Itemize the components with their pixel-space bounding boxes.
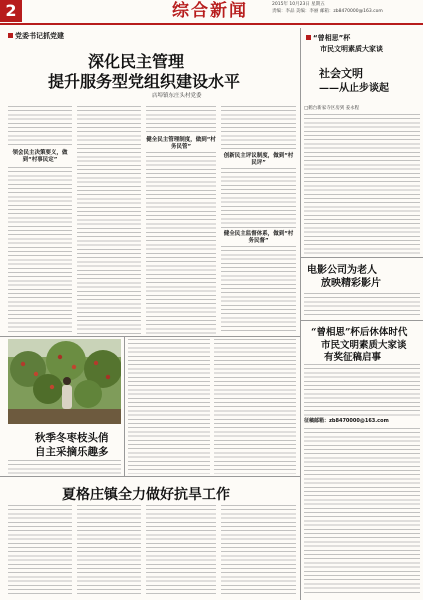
- photo-headline-line2: 自主采摘乐趣多: [35, 446, 109, 458]
- orchard-image: [8, 339, 121, 424]
- article-title-line2: 提升服务型党组织建设水平: [48, 72, 241, 91]
- drought-article-title: 夏格庄镇全力做好抗旱工作: [62, 487, 230, 503]
- article-subhead: 健全民主监督体系，做到“村务民督”: [223, 231, 294, 244]
- article-subhead: 领会民主决策要义，做到“村事民定”: [12, 150, 68, 163]
- article-subhead: 创新民主评议制度，做到“村民评”: [223, 153, 294, 166]
- section-divider: [301, 320, 423, 321]
- contest-notice-body: [304, 428, 420, 596]
- section-divider: [0, 336, 300, 337]
- article-body-block: [77, 106, 141, 334]
- social-article-title: 社会文明: [319, 67, 363, 80]
- page-number: 2: [0, 0, 22, 22]
- article-body-block: [221, 106, 296, 151]
- article-kicker-text: 党委书记抓党建: [15, 32, 64, 40]
- article-body-block: [8, 106, 72, 148]
- elder-article-body: [304, 293, 420, 318]
- issue-date: 2015年 10月23日 星期五: [272, 2, 325, 7]
- kicker-square-icon: [306, 35, 311, 40]
- drought-article-body: [146, 505, 216, 597]
- section-divider: [301, 257, 423, 258]
- contest-title-line1: “曾相思”杯后休体时代: [311, 327, 408, 338]
- section-divider: [0, 476, 300, 477]
- editor-line: 责编：李品 美编：李丽 邮箱：zb8470000@163.com: [272, 8, 383, 14]
- right-subtitle: 市民文明素质大家谈: [320, 45, 383, 53]
- article-body-block: [221, 168, 296, 228]
- article-subhead: 健全民主管理制度，做到“村务民管”: [146, 137, 216, 150]
- article-byline: 店埠镇东庄头村党委: [152, 93, 202, 99]
- article-title-line1: 深化民主管理: [88, 52, 185, 71]
- article-body-block: [8, 167, 72, 334]
- kicker-square-icon: [8, 33, 13, 38]
- drought-article-body: [8, 505, 72, 597]
- jujube-photo: [8, 339, 121, 424]
- contest-title-line3: 有奖征稿启事: [324, 352, 382, 363]
- masthead: [0, 0, 423, 22]
- contest-email: 征稿邮箱：zb8470000@163.com: [304, 418, 389, 424]
- elder-title-line2: 放映精彩影片: [321, 278, 381, 289]
- header-divider: [0, 23, 423, 25]
- social-article-subtitle: ——从止步谈起: [319, 83, 389, 94]
- column-divider: [300, 28, 301, 600]
- drought-article-body: [77, 505, 141, 597]
- photo-headline-line1: 秋季冬枣枝头俏: [35, 432, 109, 444]
- contest-notice-body: [304, 364, 420, 416]
- right-kicker: [306, 33, 350, 43]
- article-kicker: [8, 31, 64, 41]
- article-body-block: [146, 152, 216, 334]
- photo-story-headline: [35, 431, 109, 459]
- social-article-author: □鹤台新家寺区房到 姜永程: [304, 106, 360, 111]
- section-title: 综合新闻: [172, 1, 248, 21]
- drought-article-body: [221, 505, 296, 597]
- contest-title-line2: 市民文明素质大家谈: [321, 340, 407, 351]
- issue-info: [272, 2, 422, 15]
- elder-article-title: [307, 264, 381, 290]
- social-article-body: [304, 114, 420, 254]
- photo-caption-body: [8, 460, 121, 474]
- elder-story-body: [128, 339, 210, 474]
- column-divider: [124, 336, 125, 476]
- elder-title-line1: 电影公司为老人: [307, 265, 377, 276]
- article-body-block: [221, 246, 296, 334]
- elder-story-body: [214, 339, 296, 474]
- article-body-block: [146, 106, 216, 135]
- right-kicker-text: “曾相思”杯: [313, 34, 351, 42]
